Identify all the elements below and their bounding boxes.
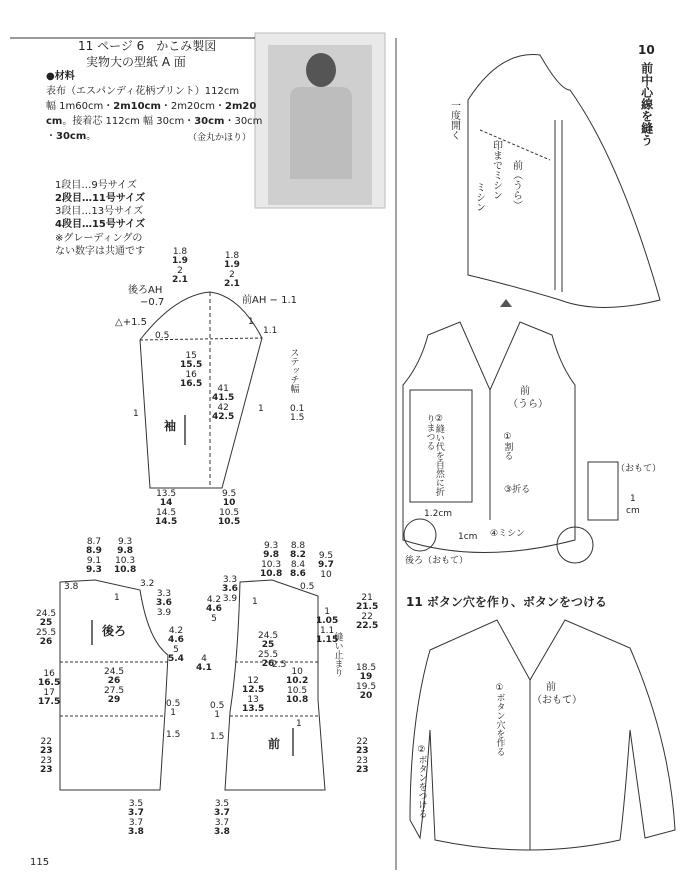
sleeve-label: 袖: [164, 419, 177, 433]
header-line1: 11 ページ 6 かこみ製図: [78, 39, 217, 53]
back-right-small: 0.5 1 1.5: [166, 699, 181, 740]
page-number: 115: [30, 857, 50, 868]
front-top-c: 9.5 9.7 10: [318, 551, 334, 580]
back-r33: 3.3 3.6 3.9: [156, 589, 172, 618]
detail-omote: （おもて）: [616, 464, 662, 474]
step10-number: 10: [638, 43, 655, 57]
sleeve-v1a: 1: [248, 317, 254, 327]
header-line2: 実物大の型紙 A 面: [86, 55, 186, 69]
blouse-omote: （おもて）: [532, 695, 582, 706]
sleeve-hem-right: 9.5 10 10.5 10.5: [218, 489, 241, 528]
cut-note: ①割る: [502, 432, 513, 460]
front-top-b: 8.8 8.2 8.4 8.6: [290, 541, 306, 580]
front-right-1: 1 1.05 1.1 1.15: [316, 607, 339, 646]
front-top-a: 9.3 9.8 10.3 10.8: [260, 541, 283, 580]
materials-line1: 表布（エスパンディ花柄プリント）112cm: [46, 86, 240, 97]
vest-front: 前: [520, 386, 530, 397]
step10-front-ura: 前（うら）: [510, 160, 522, 210]
back-bottom: 3.5 3.7 3.7 3.8: [128, 799, 144, 838]
grading-note-1: ※グレーディングの: [55, 233, 143, 244]
back-left-a: 24.5 25 25.5 26: [36, 609, 57, 648]
back-v32: 3.2: [140, 579, 155, 589]
sleeve-back-ah: 後ろAH: [128, 285, 163, 296]
back-v1: 1: [114, 593, 120, 603]
button-step: ②ボタンをつける: [416, 745, 427, 818]
step10-mark: 印までミシン: [490, 140, 502, 200]
back-v38: 3.8: [64, 582, 79, 592]
front-r1b: 1: [296, 719, 302, 729]
front-left-42: 4.2 4.6 5: [206, 595, 222, 624]
front-c4: 4 4.1: [196, 654, 212, 674]
size-row-1: 1段目…9号サイズ: [55, 180, 137, 191]
back-top-b: 9.3 9.8 10.3 10.8: [114, 537, 137, 576]
back-left-b: 16 16.5 17 17.5: [38, 669, 61, 708]
sleeve-outline: [140, 292, 262, 488]
back-top-a: 8.7 8.9 9.1 9.3: [86, 537, 102, 576]
fold-step: ③折る: [504, 485, 531, 495]
front-label: 前: [268, 737, 281, 751]
front-left-small: 0.5 1 1.5: [210, 701, 225, 742]
step10-open: 一度開く: [448, 100, 460, 140]
blouse-front: 前: [546, 682, 556, 693]
sleeve-length: 41 41.5 42 42.5: [212, 384, 235, 423]
sleeve-v1d: 1: [258, 404, 264, 414]
sleeve-triangle: △+1.5: [115, 317, 147, 328]
back-hem: 22 23 23 23: [40, 737, 53, 776]
grading-note-2: ない数字は共通です: [55, 246, 145, 257]
materials-credit: （金丸かほり）: [188, 133, 252, 143]
step10-title: 前中心線を縫う: [639, 62, 654, 146]
front-seam-stop: 縫い止まり: [332, 632, 343, 677]
buttonhole-step: ①ボタン穴を作る: [494, 683, 505, 756]
front-center-24: 24.5 25 25.5 26: [258, 631, 279, 670]
back-bust: 24.5 26 27.5 29: [104, 667, 125, 706]
sleeve-cap-left: 1.8 1.9 2 2.1: [172, 247, 188, 286]
stitch-values: 0.1 1.5: [290, 404, 305, 424]
step10-mishin: ミシン: [473, 182, 485, 212]
width-12: 1.2cm: [424, 509, 453, 519]
sleeve-cap-right: 1.8 1.9 2 2.1: [224, 251, 240, 290]
width-1: 1cm: [458, 532, 478, 542]
fold-note: ②縫い代を自然に折りまつる: [424, 414, 444, 496]
model-photo: [268, 45, 372, 205]
size-row-2: 2段目…11号サイズ: [55, 193, 146, 204]
size-row-4: 4段目…15号サイズ: [55, 219, 146, 230]
vest-ura: （うら）: [508, 399, 548, 410]
sleeve-v1c: 1: [133, 409, 139, 419]
front-left-33: 3.3 3.6 3.9: [222, 575, 238, 604]
machine-step: ④ミシン: [490, 529, 525, 539]
size-row-3: 3段目…13号サイズ: [55, 206, 144, 217]
front-bottom: 3.5 3.7 3.7 3.8: [214, 799, 230, 838]
front-right-a: 21 21.5 22 22.5: [356, 593, 379, 632]
back-omote: 後ろ（おもて）: [405, 556, 469, 566]
front-c12: 12 12.5 13 13.5: [242, 676, 265, 715]
materials-line2: 幅 1m60cm・2m10cm・2m20cm・2m20: [46, 101, 257, 112]
front-r05: 0.5: [300, 582, 315, 592]
sleeve-v05: 0.5: [155, 331, 170, 341]
sleeve-hem-left: 13.5 14 14.5 14.5: [155, 489, 178, 528]
front-outline: [225, 580, 325, 790]
detail-one: 1: [630, 494, 636, 504]
front-l1: 1: [252, 597, 258, 607]
sleeve-front-ah: 前AH − 1.1: [242, 295, 297, 306]
materials-line3: cm。接着芯 112cm 幅 30cm・30cm・30cm: [46, 116, 263, 127]
back-r42: 4.2 4.6 5 5.4: [168, 626, 184, 665]
front-right-b: 18.5 19 19.5 20: [356, 663, 377, 702]
sleeve-back-ah-val: −0.7: [140, 297, 165, 308]
front-right-c: 22 23 23 23: [356, 737, 369, 776]
stitch-width-label: ステッチ幅: [288, 348, 299, 393]
materials-heading: ●材料: [46, 71, 75, 82]
sleeve-v1b: 1.1: [263, 326, 278, 336]
materials-line4: ・30cm。: [46, 131, 97, 142]
front-c10: 10 10.2 10.5 10.8: [286, 667, 309, 706]
back-label: 後ろ: [102, 624, 127, 638]
detail-cm: cm: [626, 506, 640, 516]
sleeve-mid: 15 15.5 16 16.5: [180, 351, 203, 390]
step11-heading: 11 ボタン穴を作り、ボタンをつける: [406, 595, 607, 609]
front-c25: 2.5: [272, 660, 287, 670]
